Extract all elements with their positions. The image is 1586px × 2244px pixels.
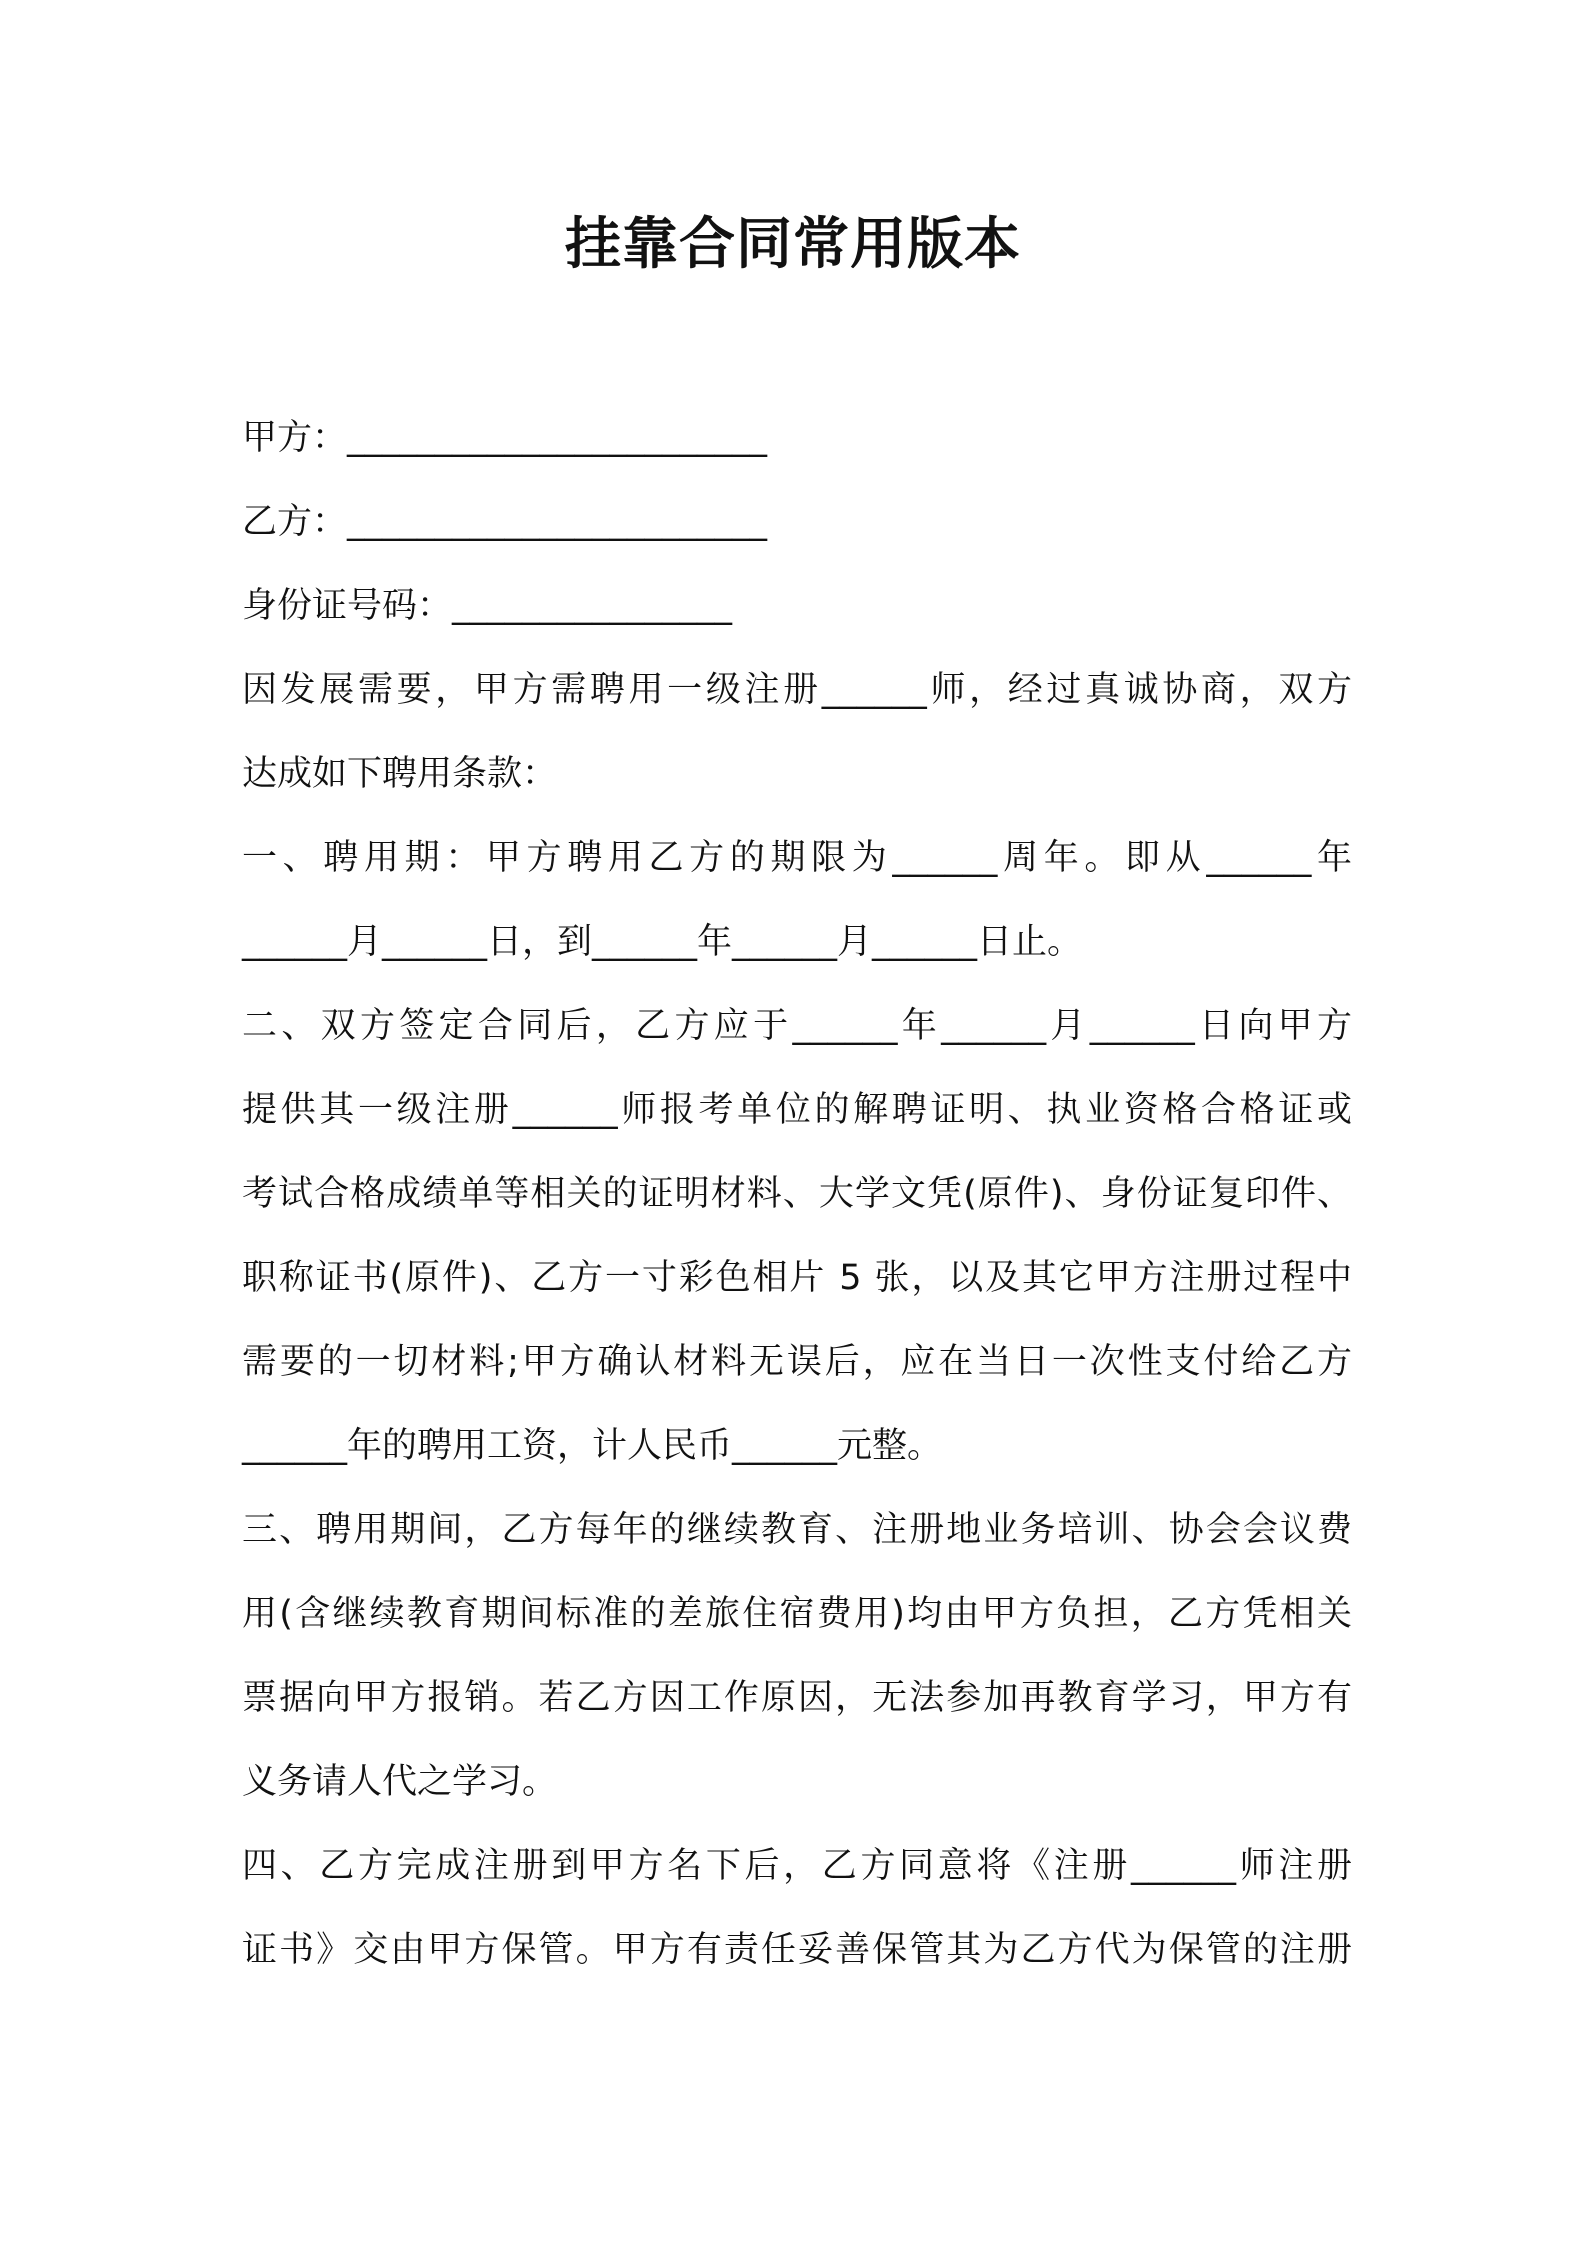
paragraph-line: 需要的一切材料;甲方确认材料无误后，应在当日一次性支付给乙方 xyxy=(242,1342,1352,1382)
paragraph-line: 职称证书(原件)、乙方一寸彩色相片 5 张，以及其它甲方注册过程中 xyxy=(242,1258,1352,1298)
paragraph-line: 证书》交由甲方保管。甲方有责任妥善保管其为乙方代为保管的注册 xyxy=(242,1930,1352,1970)
document-body xyxy=(242,396,1352,1992)
paragraph-line: 用(含继续教育期间标准的差旅住宿费用)均由甲方负担，乙方凭相关 xyxy=(242,1594,1352,1634)
paragraph-line: 四、乙方完成注册到甲方名下后，乙方同意将《注册______师注册 xyxy=(242,1846,1352,1886)
paragraph-line: 因发展需要，甲方需聘用一级注册______师，经过真诚协商，双方 xyxy=(242,670,1352,710)
paragraph-line: ______月______日，到______年______月______日止。 xyxy=(242,922,1083,962)
document-title: 挂靠合同常用版本 xyxy=(565,212,1021,277)
paragraph-line: 一、聘用期：甲方聘用乙方的期限为______周年。即从______年 xyxy=(242,838,1352,878)
paragraph-line: 票据向甲方报销。若乙方因工作原因，无法参加再教育学习，甲方有 xyxy=(242,1678,1352,1718)
party-a-line: 甲方：________________________ xyxy=(242,418,768,458)
paragraph-line: 二、双方签定合同后，乙方应于______年______月______日向甲方 xyxy=(242,1006,1352,1046)
party-b-line: 乙方：________________________ xyxy=(242,502,768,542)
paragraph-line: 义务请人代之学习。 xyxy=(242,1762,558,1802)
paragraph-line: 达成如下聘用条款： xyxy=(242,754,558,794)
paragraph-line: 考试合格成绩单等相关的证明材料、大学文凭(原件)、身份证复印件、 xyxy=(242,1174,1352,1214)
paragraph-line: 三、聘用期间，乙方每年的继续教育、注册地业务培训、协会会议费 xyxy=(242,1510,1352,1550)
id-number-line: 身份证号码：________________ xyxy=(242,586,733,626)
paragraph-line: 提供其一级注册______师报考单位的解聘证明、执业资格合格证或 xyxy=(242,1090,1352,1130)
paragraph-line: ______年的聘用工资，计人民币______元整。 xyxy=(242,1426,943,1466)
